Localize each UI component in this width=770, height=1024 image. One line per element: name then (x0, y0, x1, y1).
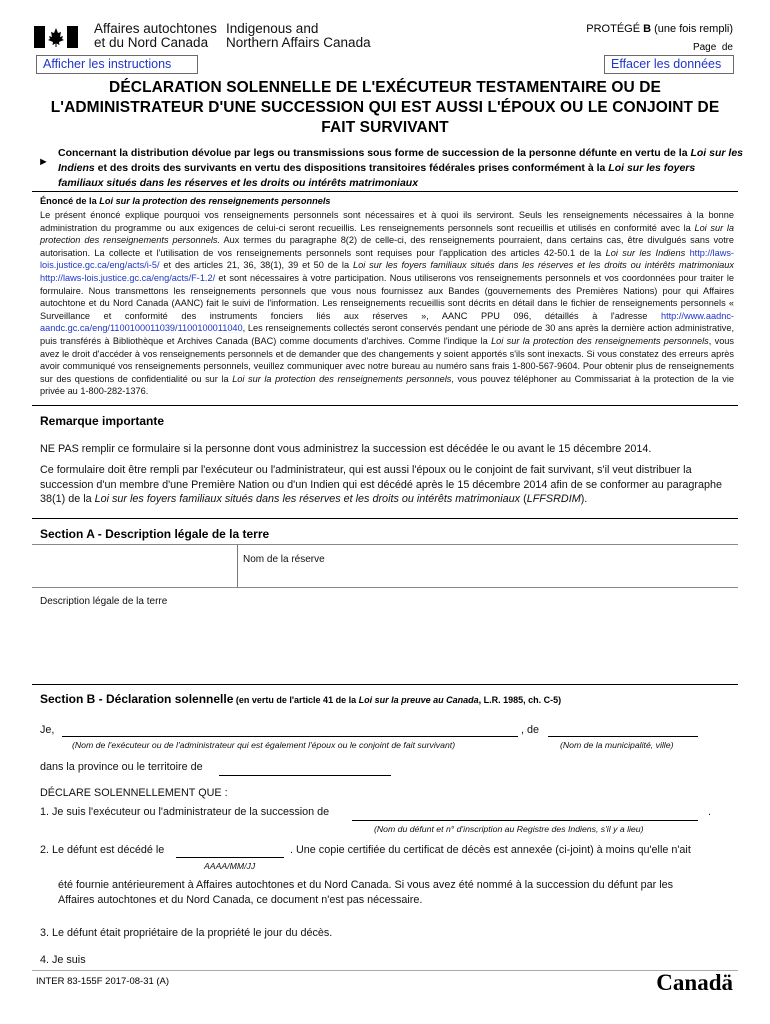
executor-name-input[interactable] (62, 736, 518, 737)
protection-level: PROTÉGÉ B (une fois rempli) (586, 23, 733, 35)
de-label: , de (521, 724, 540, 736)
section-a-heading: Section A - Description légale de la terre (40, 527, 270, 541)
declare-heading: DÉCLARE SOLENNELLEMENT QUE : (40, 787, 228, 799)
divider (32, 518, 738, 519)
item-3-text: 3. Le défunt était propriétaire de la propriété le jour du décès. (40, 927, 333, 939)
dept-name-fr-line1: Affaires autochtones (94, 21, 217, 36)
dept-name-fr-line2: et du Nord Canada (94, 35, 209, 50)
municipality-input[interactable] (548, 736, 698, 737)
item-1-end: . (708, 806, 711, 818)
item-2-text: 2. Le défunt est décédé le (40, 844, 165, 856)
privacy-statement: Le présent énoncé explique pourquoi vos renseignements personnels sont nécessaires et à quoi ils serviront. Seuls les renseignements nécessaires à la bonne administration du programme ou aux exigences de celui-ci seront recueillis. Les renseignements personnels sont recueillis et utilisés en conformité avec la Loi sur la protection des renseignements personnels. Aux termes du paragraphe 8(2) de celle-ci, des renseignements pourraient, dans certains cas, être divulgués sans votre autorisation. La collecte et l'utilisation de vos renseignements personnels sont requises pour l'application des articles 42-50.1 de la Loi sur les Indiens http://laws-lois.justice.gc.ca/eng/acts/i-5/ et des articles 21, 36, 38(1), 39 et 50 de la Loi sur les foyers familiaux situés dans les réserves et les droits ou intérêts matrimoniaux http://laws-lois.justice.gc.ca/eng/acts/F-1.2/ et sont nécessaires à votre participation. Nous utiliserons vos renseignements personnels et vos coordonnées pour traiter le formulaire. Nous transmettons les renseignements personnels que vous nous fournissez aux Bandes (gouvernements des Premières Nations) pour qui Affaires autochtone et du Nord Canada (AANC) fait le suivi de l'information. Les renseignements recueillis sont décrits en détail dans le fichier de renseignements personnels « Surveillance et conformité des instruments fonciers liés aux réserves », AANC PPU 096, détaillés à l'adresse http://www.aadnc-aandc.gc.ca/eng/1100100011039/1100100011040, Les renseignements collectés seront conservés pendant une période de 30 ans après la dernière action administrative, puis transférés à Bibliothèque et Archives Canada (BAC) comme documents d'archives. Comme l'indique la Loi sur la protection des renseignements personnels, vous avez le droit d'accéder à vos renseignements personnels et de demander que des changements y soient apportés s'ils sont inexacts. Si vous constatez des erreurs après avoir communiqué vos renseignements personnels, veuillez communiquer avec notre bureau au numéro sans frais 1-800-567-9604. Pour obtenir plus de renseignements sur des questions de confidentialité ou sur la Loi sur la protection des renseignements personnels, vous pouvez téléphoner au Commissariat à la protection de la vie privée au 1-800-282-1376. (40, 210, 735, 397)
dept-name-en-line2: Northern Affairs Canada (226, 35, 371, 50)
land-description-field[interactable] (32, 588, 738, 683)
item-4-text: 4. Je suis (40, 954, 86, 966)
expand-arrow-icon[interactable]: ► (38, 156, 49, 168)
show-instructions-button[interactable]: Afficher les instructions (36, 55, 198, 74)
clear-data-button[interactable]: Effacer les données (604, 55, 734, 74)
province-input[interactable] (219, 775, 391, 776)
section-b-heading: Section B - Déclaration solennelle (en vertu de l'article 41 de la Loi sur la preuve au Canada, L.R. 1985, ch. C-5) (40, 692, 562, 706)
remarque-p1: NE PAS remplir ce formulaire si la personne dont vous administrez la succession est décédée le ou avant le 15 décembre 2014. (40, 443, 652, 455)
form-number: INTER 83-155F 2017-08-31 (A) (36, 976, 170, 987)
remarque-p2: Ce formulaire doit être rempli par l'exécuteur ou l'administrateur, qui est aussi l'époux ou le conjoint de fait survivant, s'il veut distribuer la succession d'un membre d'une Première Nation ou d'un Indien qui est décédé après le 15 décembre 2014 afin de se conformer au paragraphe 38(1) de la Loi sur les foyers familiaux situés dans les réserves et les droits ou intérêts matrimoniaux (LFFSRDIM). (40, 464, 723, 505)
info-bank-link[interactable]: http://www.aadnc-aandc.gc.ca/eng/1100100011039/1100100011040 (40, 310, 734, 334)
indian-act-link[interactable]: http://laws-lois.justice.gc.ca/eng/acts/i-5/ (40, 247, 734, 271)
government-signature (34, 22, 374, 54)
reserve-name-field[interactable] (238, 545, 738, 587)
date-format-caption: AAAA/MM/JJ (204, 861, 256, 871)
date-of-death-input[interactable] (176, 857, 284, 858)
form-title: DÉCLARATION SOLENNELLE DE L'EXÉCUTEUR TESTAMENTAIRE OU DE L'ADMINISTRATEUR D'UNE SUCCESSION QUI EST AUSSI L'ÉPOUX OU LE CONJOINT DE FAIT SURVIVANT (50, 79, 720, 136)
canada-wordmark: Canadä (656, 970, 733, 995)
page-number: Page de (692, 42, 733, 53)
divider (32, 405, 738, 406)
item-1-text: 1. Je suis l'exécuteur ou l'administrateur de la succession de (40, 806, 330, 818)
ffhrmir-act-link[interactable]: http://laws-lois.justice.gc.ca/eng/acts/F-1.2/ (40, 272, 216, 283)
executor-caption: (Nom de l'exécuteur ou de l'administrateur qui est également l'époux ou le conjoint de fait survivant) (72, 740, 456, 750)
deceased-caption: (Nom du défunt et n° d'inscription au Registre des Indiens, s'il y a lieu) (374, 824, 644, 834)
province-label: dans la province ou le territoire de (40, 761, 203, 773)
divider (32, 684, 738, 685)
remarque-heading: Remarque importante (40, 414, 165, 428)
canada-flag-icon (34, 26, 78, 48)
divider (32, 191, 738, 192)
footer-divider (32, 970, 738, 971)
deceased-name-input[interactable] (352, 820, 698, 821)
privacy-heading: Énoncé de la Loi sur la protection des renseignements personnels (40, 196, 331, 206)
dept-name-en-line1: Indigenous and (226, 21, 319, 36)
item-2-rest: . Une copie certifiée du certificat de décès est annexée (ci-joint) à moins qu'elle n'ait (290, 844, 691, 856)
municipality-caption: (Nom de la municipalité, ville) (560, 740, 674, 750)
land-description-label: Description légale de la terre (40, 596, 168, 607)
reserve-name-label: Nom de la réserve (243, 554, 325, 565)
form-scope: Concernant la distribution dévolue par legs ou transmissions sous forme de succession de la personne défunte en vertu de la Loi sur les Indiens et des droits des survivants en vertu des dispositions transitoires fédérales prises conformément à la Loi sur les foyers familiaux situés dans les réserves et les droits ou intérêts matrimoniaux (58, 147, 743, 189)
je-label: Je, (40, 724, 55, 736)
item-2-continued: été fournie antérieurement à Affaires autochtones et du Nord Canada. Si vous avez été nommé à la succession du défunt par les Affaires autochtones et du Nord Canada, ce document n'est pas nécessaire. (58, 879, 673, 906)
